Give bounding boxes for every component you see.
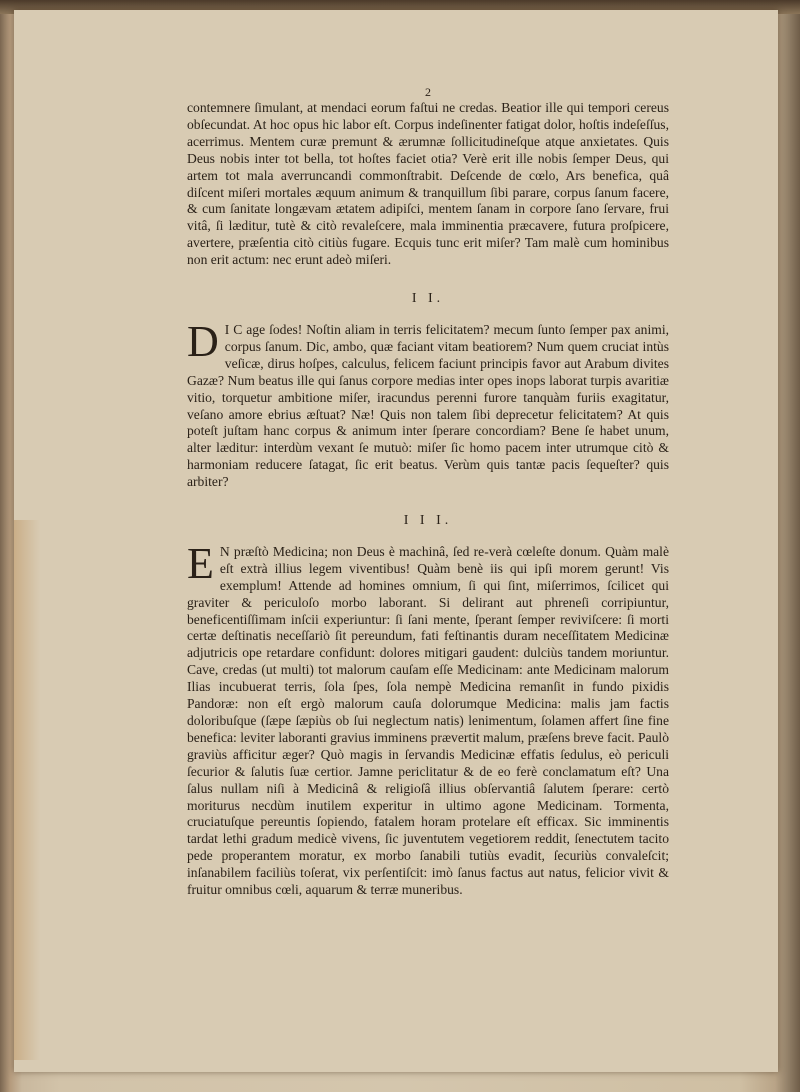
section-3-body — [187, 538, 669, 899]
section-heading-2: I I. — [411, 291, 445, 307]
drop-cap-2: D — [187, 316, 219, 366]
section-2-body — [187, 316, 669, 491]
paragraph-2: I C age ſodes! Noſtin aliam in terris felicitatem? mecum ſunto ſemper pax animi, corpus ſanum. Dic, ambo, quæ faciant vitam beatiorem? Num quem cruciat intùs veſicæ, dirus hoſpes, calculus, felicem faciunt principis favor aut Arabum divites Gazæ? Num beatus ille qui ſanus corpore medias inter opes inops laborat turpis avaritiæ vitio, torquetur ambitione miſer, iracundus perenni furore tanquàm furiis exagitatur, veſano amore ebrius æſtuat? Næ! Quis non talem ſibi deprecetur felicitatem? At quis poteſt juſtam hanc corpus & animum inter ſperare concordiam? Bene ſe habet unum, alter læditur: interdùm vexant ſe mutuò: miſer ſic homo pacem inter utrumque citò & harmoniam reducere ſatagat, ſic erit beatus. Verùm quis tantæ pacis ſequeſter? quis arbiter? — [187, 321, 669, 490]
page-stain — [14, 520, 40, 1060]
page-text-block — [187, 86, 669, 899]
drop-cap-3: E — [187, 538, 214, 588]
page-number: 2 — [425, 85, 431, 99]
paragraph-1: contemnere ſimulant, at mendaci eorum faſtui ne credas. Beatior ille qui tempori cereus obſecundat. At hoc opus hic labor eſt. Corpus indeſinenter fatigat dolor, hoſtis indeſeſſus, acerrimus. Mentem curæ premunt & ærumnæ ſollicitudineſque atque anxietates. Quis Deus nobis inter tot bella, tot hoſtes faciet otia? Verè erit ille nobis ſemper Deus, qui artem tot mala averruncandi commonſtrabit. Deſcende de cœlo, Ars benefica, quâ diſcent miſeri mortales æquum animum & tranquillum ſibi parare, corpus ſanum facere, & cum ſanitate longævam ætatem adipiſci, mentem ſanam in corpore ſano ſervare, frui vitâ, ſi læditur, tutè & citò revaleſcere, mala imminentia præcavere, futura proſpicere, avertere, præſentia citò citiùs fugare. Ecquis tunc erit miſer? Tam malè cum hominibus non erit actum: nec erunt adeò miſeri. — [187, 100, 669, 268]
paragraph-3: N præſtò Medicina; non Deus è machinâ, ſed re-verà cœleſte donum. Quàm malè eſt extrà illius legem viventibus! Quàm benè iis qui ipſi morem gerunt! Vis exemplum! Attende ad homines omnium, ſi qui ſint, miſerrimos, ſcilicet qui graviter & periculoſo morbo laborant. Si delirant aut phreneſi corripiuntur, beneficentiſſimam inſcii experiuntur: ſi ſani mente, ſperant ſemper reviviſcere: ſi morti certæ deſtinatis neceſſariò ſit pereundum, fati feſtinantis duram neceſſitatem Medicinæ adjutricis ope retardare confidunt: dolores mitigari gaudent: dulciùs tandem moriuntur. Cave, credas (ut multi) tot malorum cauſam eſſe Medicinam: ante Medicinam malorum Ilias incubuerat terris, ſola ſpes, ſola nempè Medicina remanſit in fundo pixidis Pandoræ: non eſt ergò malorum cauſa dolorumque Medicina: malis jam factis doloribuſque (ſæpe ſæpiùs ob ſui neglectum natis) lenimentum, ſolamen affert ſine fine benefica: leviter laboranti gravius imminens prævertit malum, præſens breve facit. Paulò graviùs afficitur æger? Quò magis in ſervandis Medicinæ effatis ſedulus, eò periculi ſecurior & ſalutis ſuæ certior. Jamne periclitatur & de eo ferè conclamatum eſt? Una ſalus nullam niſi à Medicinâ & religioſâ illius obſervantiâ ſalutem ſperare: certò moriturus necdùm inutilem experitur in ultimo agone Medicinam. Tormenta, cruciatuſque pereuntis ſopiendo, fatalem horam protelare eſt efficax. Sic imminentis tardat lethi gradum medicè vivens, ſic juventutem vegetiorem reddit, ſenectutem tacito pede properantem moratur, ex morbo ſanabili tutiùs evadit, ſecuriùs convaleſcit; inſanabilem faciliùs toſerat, vix perſentiſcit: imò ſanus factus aut natus, felicior vivit & fruitur omnibus cœli, aquarum & terræ muneribus. — [187, 543, 669, 898]
section-heading-3: I I I. — [403, 513, 453, 529]
